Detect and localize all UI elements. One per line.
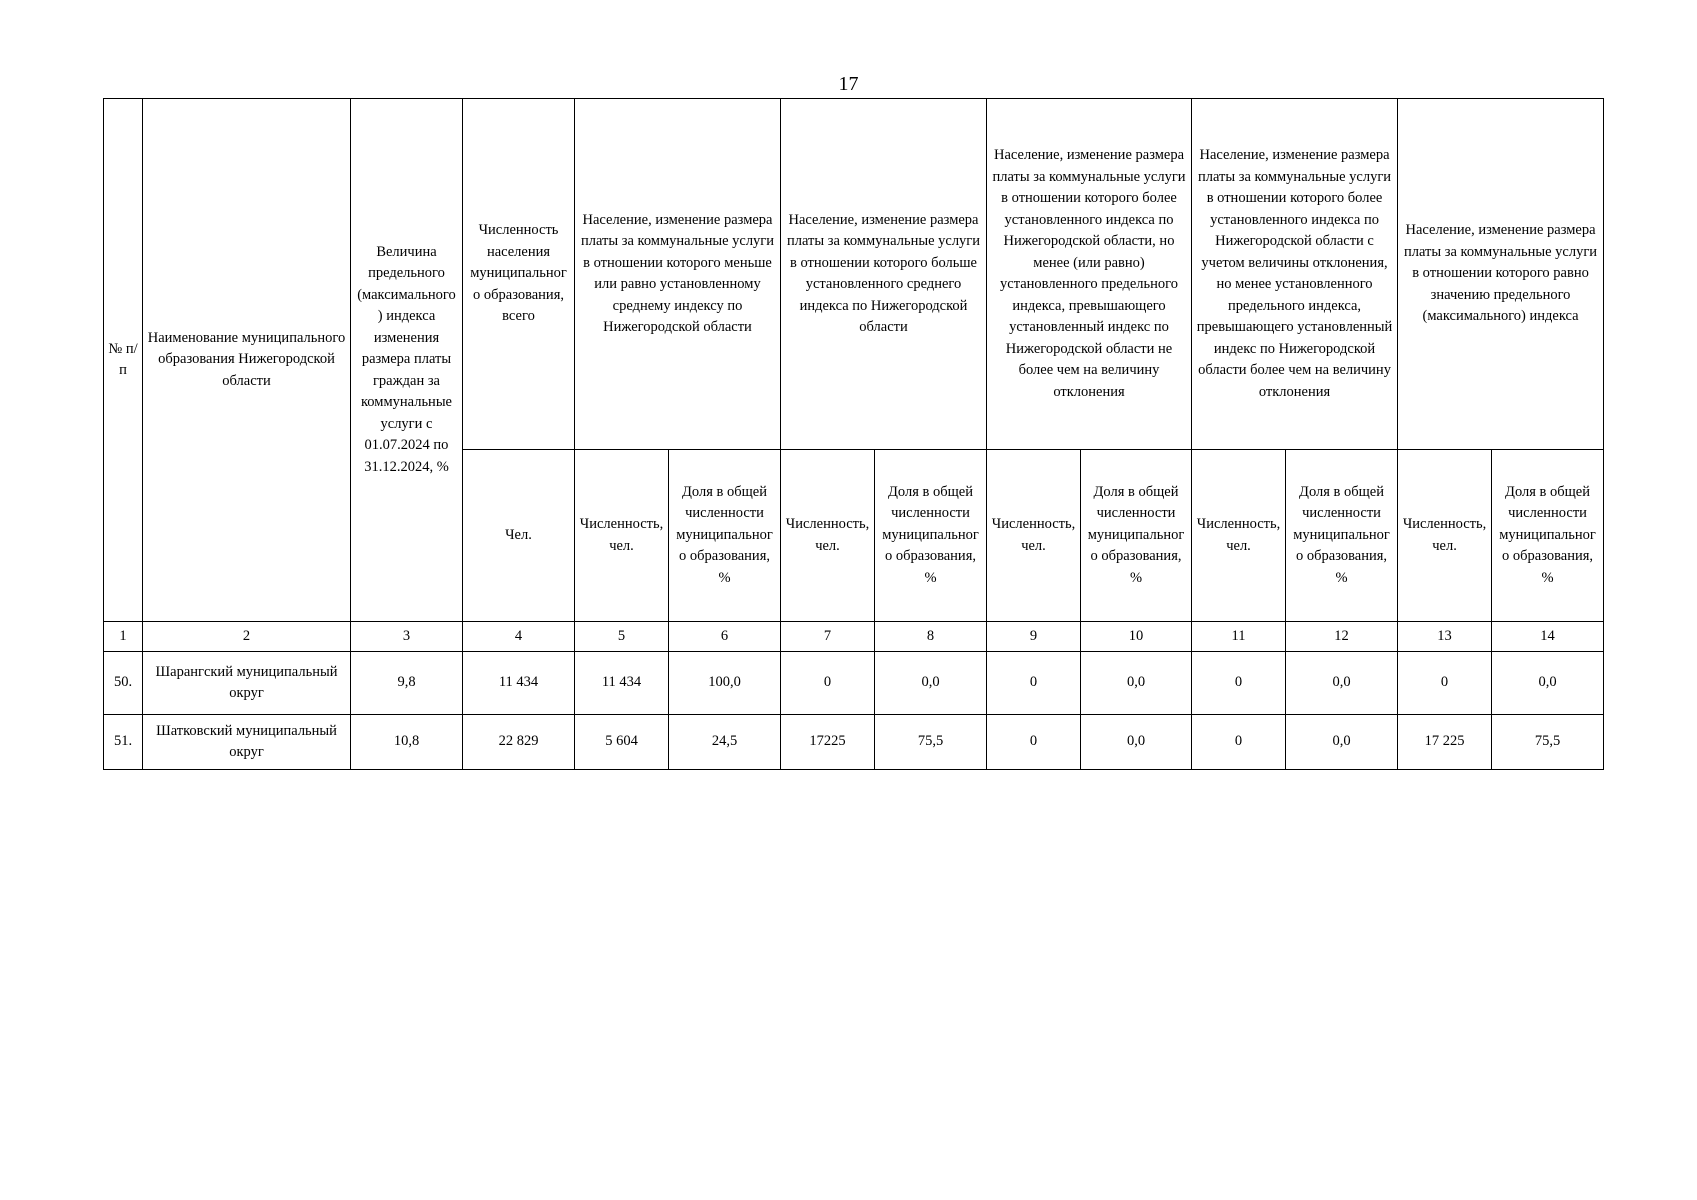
population-index-table [103, 98, 1604, 770]
column-number: 11 [1192, 622, 1286, 652]
column-number: 9 [987, 622, 1081, 652]
page-number: 17 [838, 73, 859, 95]
row-number: 51. [104, 715, 143, 770]
column-number: 3 [351, 622, 463, 652]
above-average-count: 0 [781, 652, 875, 715]
header-group-below-average: Население, изменение размера платы за коммунальные услуги в отношении которого меньше или равно установленному среднему индексу по Нижегородской области [575, 99, 781, 450]
column-number: 5 [575, 622, 669, 652]
header-group-within-deviation: Население, изменение размера платы за коммунальные услуги в отношении которого более установленного индекса по Нижегородской области, но менее (или равно) установленного предельного индекса, превышающего установленный индекс по Нижегородской области не более чем на величину отклонения [987, 99, 1192, 450]
equal-max-share: 0,0 [1492, 652, 1604, 715]
max-index-value: 9,8 [351, 652, 463, 715]
table-row [104, 652, 1604, 715]
subheader-count: Численность, чел. [781, 450, 875, 622]
subheader-share: Доля в общей численности муниципального образования, % [1492, 450, 1604, 622]
beyond-deviation-share: 0,0 [1286, 715, 1398, 770]
max-index-value: 10,8 [351, 715, 463, 770]
column-number: 8 [875, 622, 987, 652]
municipality-name: Шатковский муниципальный округ [143, 715, 351, 770]
header-row-main [104, 99, 1604, 450]
below-average-share: 24,5 [669, 715, 781, 770]
column-number: 1 [104, 622, 143, 652]
below-average-share: 100,0 [669, 652, 781, 715]
within-deviation-share: 0,0 [1081, 715, 1192, 770]
header-group-beyond-deviation: Население, изменение размера платы за коммунальные услуги в отношении которого более установленного индекса по Нижегородской области с учетом величины отклонения, но менее установленного предельного индекса, превышающего установленный индекс по Нижегородской области более чем на величину отклонения [1192, 99, 1398, 450]
below-average-count: 11 434 [575, 652, 669, 715]
subheader-share: Доля в общей численности муниципального образования, % [1286, 450, 1398, 622]
above-average-count: 17225 [781, 715, 875, 770]
municipality-name: Шарангский муниципальный округ [143, 652, 351, 715]
header-number: № п/п [104, 99, 143, 622]
row-number: 50. [104, 652, 143, 715]
column-number: 13 [1398, 622, 1492, 652]
table-row [104, 715, 1604, 770]
header-group-above-average: Население, изменение размера платы за коммунальные услуги в отношении которого больше установленного среднего индекса по Нижегородской области [781, 99, 987, 450]
below-average-count: 5 604 [575, 715, 669, 770]
above-average-share: 75,5 [875, 715, 987, 770]
equal-max-share: 75,5 [1492, 715, 1604, 770]
header-group-equal-max: Население, изменение размера платы за коммунальные услуги в отношении которого равно значению предельного (максимального) индекса [1398, 99, 1604, 450]
subheader-count: Численность, чел. [1192, 450, 1286, 622]
subheader-share: Доля в общей численности муниципального образования, % [875, 450, 987, 622]
column-number: 7 [781, 622, 875, 652]
population-total-value: 11 434 [463, 652, 575, 715]
equal-max-count: 17 225 [1398, 715, 1492, 770]
column-numbers-row [104, 622, 1604, 652]
above-average-share: 0,0 [875, 652, 987, 715]
within-deviation-share: 0,0 [1081, 652, 1192, 715]
equal-max-count: 0 [1398, 652, 1492, 715]
subheader-share: Доля в общей численности муниципального образования, % [1081, 450, 1192, 622]
subheader-share: Доля в общей численности муниципального образования, % [669, 450, 781, 622]
within-deviation-count: 0 [987, 715, 1081, 770]
beyond-deviation-count: 0 [1192, 715, 1286, 770]
header-population-total: Численность населения муниципального образования, всего [463, 99, 575, 450]
subheader-count: Численность, чел. [987, 450, 1081, 622]
subheader-people: Чел. [463, 450, 575, 622]
column-number: 14 [1492, 622, 1604, 652]
beyond-deviation-count: 0 [1192, 652, 1286, 715]
population-total-value: 22 829 [463, 715, 575, 770]
column-number: 4 [463, 622, 575, 652]
column-number: 6 [669, 622, 781, 652]
column-number: 10 [1081, 622, 1192, 652]
within-deviation-count: 0 [987, 652, 1081, 715]
header-municipality-name: Наименование муниципального образования Нижегородской области [143, 99, 351, 622]
header-max-index: Величина предельного (максимального) индекса изменения размера платы граждан за коммунальные услуги с 01.07.2024 по 31.12.2024, % [351, 99, 463, 622]
beyond-deviation-share: 0,0 [1286, 652, 1398, 715]
subheader-count: Численность, чел. [1398, 450, 1492, 622]
column-number: 2 [143, 622, 351, 652]
subheader-count: Численность, чел. [575, 450, 669, 622]
column-number: 12 [1286, 622, 1398, 652]
